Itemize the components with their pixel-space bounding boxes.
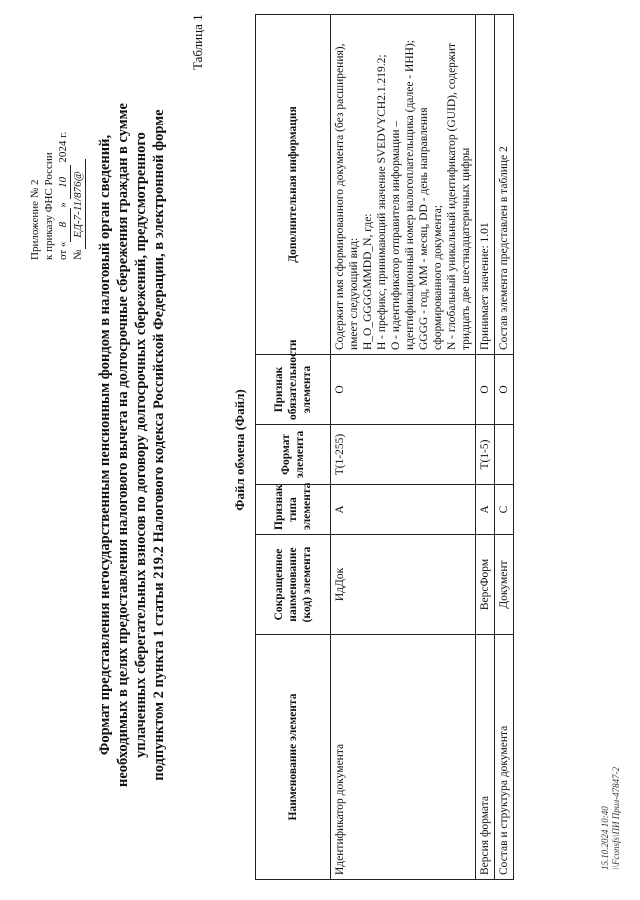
- cell-format: T(1-5): [476, 425, 495, 485]
- table-row: [331, 15, 476, 880]
- header-code: Сокращенное наименование (код) элемента: [256, 535, 331, 635]
- cell-code: ИдДок: [331, 535, 476, 635]
- cell-info: Состав элемента представлен в таблице 2: [495, 15, 514, 355]
- cell-type: А: [476, 485, 495, 535]
- cell-type: С: [495, 485, 514, 535]
- table-header-row: [256, 15, 331, 880]
- header-name: Наименование элемента: [256, 635, 331, 880]
- table-number: Таблица 1: [190, 14, 205, 70]
- table-row: [476, 15, 495, 880]
- table-title: Файл обмена (Файл): [232, 389, 247, 511]
- document-title: Формат представления негосударственным пенсионным фондом в налоговый орган сведений, необходимых в целях предоставления налогового вычета на долгосрочные сбережения граждан в сумме уплаченных сберегательных взносов по договору долгосрочных сбережений, предусмотренного подпунктом 2 пункта 1 статьи 219.2 Налогового кодекса Российской Федерации, в электронной форме: [97, 103, 167, 787]
- appendix-stamp: [28, 132, 86, 260]
- stamp-order-number: ЕД-7-11/876@: [71, 160, 86, 250]
- cell-code: Документ: [495, 535, 514, 635]
- header-required: Признак обязательности элемента: [256, 355, 331, 425]
- cell-required: О: [476, 355, 495, 425]
- stamp-line-2: к приказу ФНС России: [43, 152, 55, 260]
- stamp-day: 8: [56, 208, 71, 242]
- cell-info: Содержит имя сформированного документа (без расширения), имеет следующий вид: H_O_GGGGMMDD_N, где: H - префикс, принимающий значение SVEDVYCH2.1.219.2; O - идентификатор отправителя информации – идентификационный номер налогоплательщика (далее - ИНН); GGGG - год, MM - месяц, DD - день направления сформированного документа; N - глобальный уникальный идентификатор (GUID), содержит тридцать две шестнадцатеричных цифры: [331, 15, 476, 355]
- stamp-month: 10: [56, 165, 71, 199]
- stamp-number: №ЕД-7-11/876@: [71, 132, 86, 260]
- table-row: [495, 15, 514, 880]
- header-type: Признак типа элемента: [256, 485, 331, 535]
- elements-table: [255, 14, 514, 880]
- cell-required: О: [331, 355, 476, 425]
- stamp-line-1: Приложение № 2: [29, 179, 41, 260]
- cell-format: T(1-255): [331, 425, 476, 485]
- cell-name: Состав и структура документа: [495, 635, 514, 880]
- cell-required: О: [495, 355, 514, 425]
- file-footer: 15.10.2024 10:40 \\Fconsfs\ПИ Прил-47847-2: [600, 766, 621, 870]
- header-info: Дополнительная информация: [256, 15, 331, 355]
- stamp-date: от «8» 10 2024 г.: [57, 131, 69, 260]
- cell-code: ВерсФорм: [476, 535, 495, 635]
- cell-format: [495, 425, 514, 485]
- cell-name: Идентификатор документа: [331, 635, 476, 880]
- header-format: Формат элемента: [256, 425, 331, 485]
- cell-type: А: [331, 485, 476, 535]
- cell-info: Принимает значение: 1.01: [476, 15, 495, 355]
- cell-name: Версия формата: [476, 635, 495, 880]
